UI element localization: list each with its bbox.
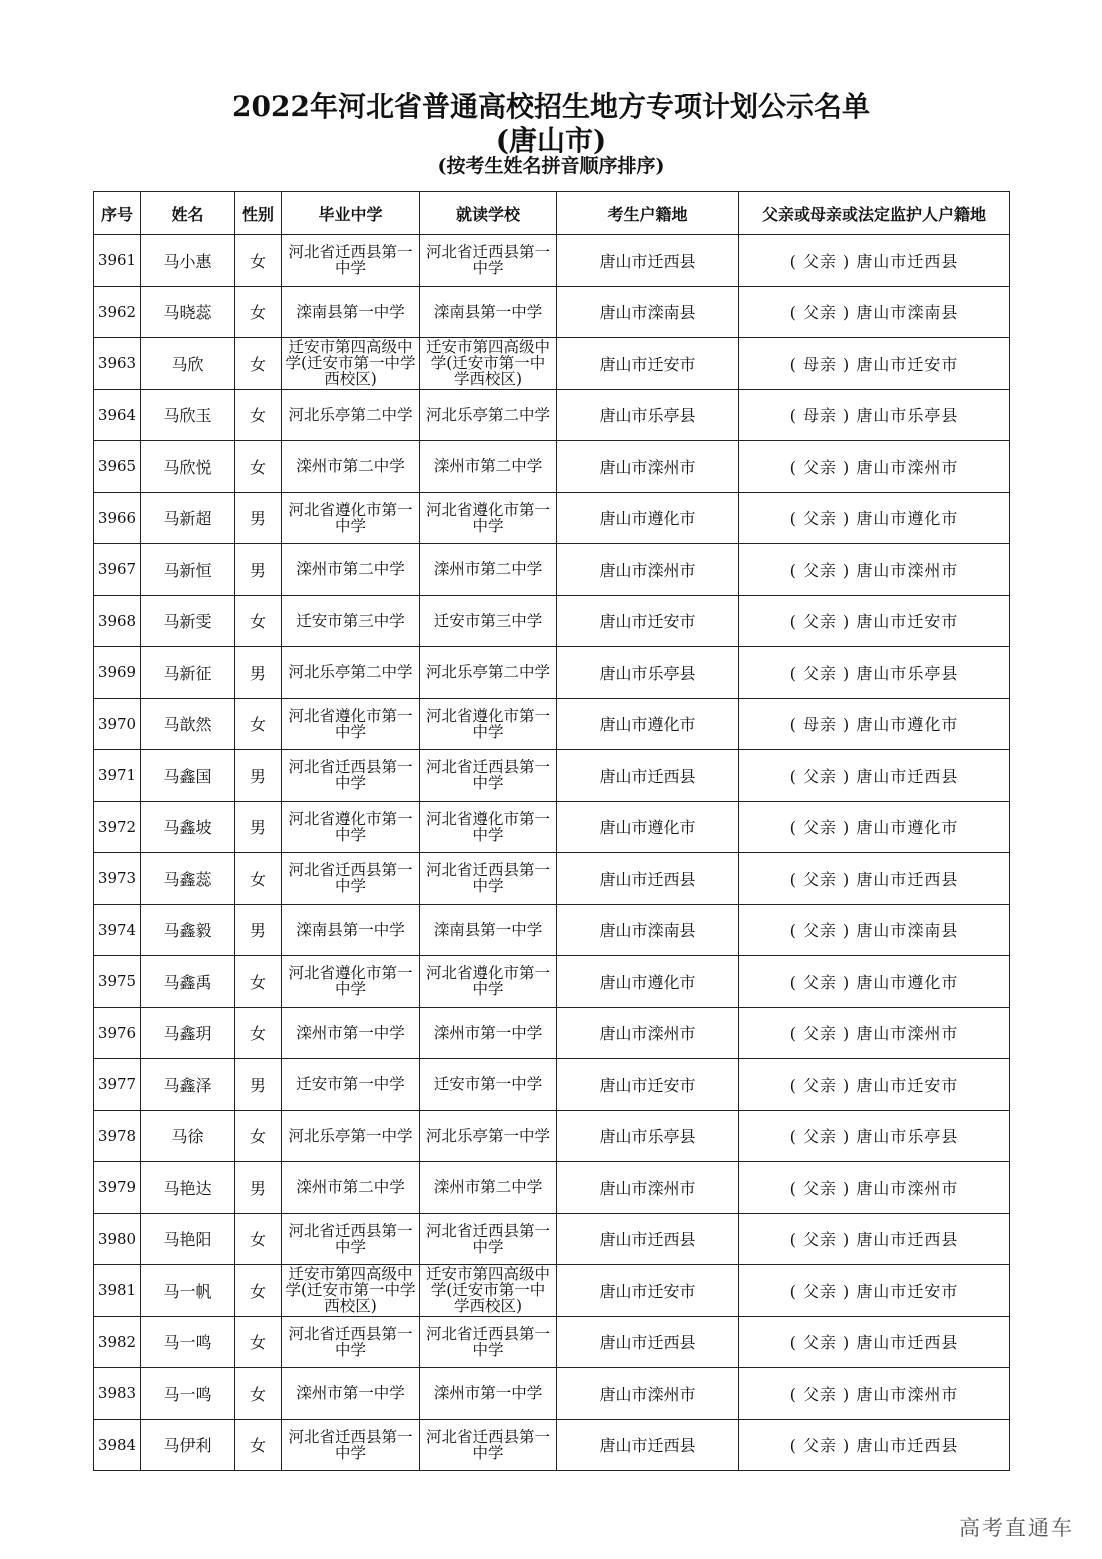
guardian-hukou-cell: ( 父亲 ) 唐山市滦州市 — [739, 1162, 1010, 1214]
name-cell: 马小惠 — [141, 235, 235, 287]
header-seq: 序号 — [94, 192, 141, 235]
gender-cell: 男 — [235, 750, 282, 802]
graduate-school-cell: 滦州市第二中学 — [282, 441, 420, 493]
graduate-school-cell: 滦南县第一中学 — [282, 286, 420, 338]
roster-table — [93, 191, 1010, 1471]
gender-cell: 女 — [235, 1110, 282, 1162]
name-cell: 马鑫蕊 — [141, 853, 235, 905]
name-cell: 马鑫毅 — [141, 904, 235, 956]
current-school-cell: 河北省遵化市第一中学 — [420, 956, 557, 1008]
graduate-school-cell: 河北乐亭第一中学 — [282, 1110, 420, 1162]
student-hukou-cell: 唐山市迁西县 — [557, 1419, 739, 1471]
student-hukou-cell: 唐山市滦南县 — [557, 286, 739, 338]
table-row — [94, 698, 1010, 750]
student-hukou-cell: 唐山市迁安市 — [557, 1059, 739, 1111]
guardian-hukou-cell: ( 父亲 ) 唐山市滦州市 — [739, 441, 1010, 493]
student-hukou-cell: 唐山市乐亭县 — [557, 1110, 739, 1162]
guardian-hukou-cell: ( 父亲 ) 唐山市滦南县 — [739, 286, 1010, 338]
current-school-cell: 迁安市第四高级中学(迁安市第一中学西校区) — [420, 1265, 557, 1317]
gender-cell: 女 — [235, 1368, 282, 1420]
graduate-school-cell: 滦州市第二中学 — [282, 544, 420, 596]
graduate-school-cell: 滦州市第一中学 — [282, 1368, 420, 1420]
guardian-hukou-cell: ( 父亲 ) 唐山市遵化市 — [739, 801, 1010, 853]
student-hukou-cell: 唐山市滦州市 — [557, 441, 739, 493]
gender-cell: 女 — [235, 235, 282, 287]
gender-cell: 女 — [235, 338, 282, 390]
gender-cell: 女 — [235, 1316, 282, 1368]
graduate-school-cell: 滦州市第一中学 — [282, 1007, 420, 1059]
guardian-hukou-cell: ( 父亲 ) 唐山市滦州市 — [739, 544, 1010, 596]
student-hukou-cell: 唐山市遵化市 — [557, 492, 739, 544]
watermark: 高考直通车 — [959, 1516, 1074, 1540]
graduate-school-cell: 河北省迁西县第一中学 — [282, 235, 420, 287]
guardian-hukou-cell: ( 父亲 ) 唐山市迁西县 — [739, 1419, 1010, 1471]
graduate-school-cell: 河北省迁西县第一中学 — [282, 1213, 420, 1265]
name-cell: 马一鸣 — [141, 1368, 235, 1420]
current-school-cell: 河北省迁西县第一中学 — [420, 1316, 557, 1368]
graduate-school-cell: 河北省迁西县第一中学 — [282, 750, 420, 802]
name-cell: 马新雯 — [141, 595, 235, 647]
gender-cell: 女 — [235, 389, 282, 441]
guardian-hukou-cell: ( 母亲 ) 唐山市乐亭县 — [739, 389, 1010, 441]
guardian-hukou-cell: ( 父亲 ) 唐山市乐亭县 — [739, 1110, 1010, 1162]
gender-cell: 女 — [235, 1265, 282, 1317]
current-school-cell: 河北省迁西县第一中学 — [420, 1419, 557, 1471]
guardian-hukou-cell: ( 父亲 ) 唐山市迁安市 — [739, 1059, 1010, 1111]
table-row — [94, 338, 1010, 390]
graduate-school-cell: 河北省迁西县第一中学 — [282, 1316, 420, 1368]
student-hukou-cell: 唐山市滦南县 — [557, 904, 739, 956]
student-hukou-cell: 唐山市滦州市 — [557, 544, 739, 596]
current-school-cell: 河北省遵化市第一中学 — [420, 698, 557, 750]
guardian-hukou-cell: ( 父亲 ) 唐山市滦州市 — [739, 1368, 1010, 1420]
current-school-cell: 迁安市第三中学 — [420, 595, 557, 647]
table-row — [94, 1265, 1010, 1317]
current-school-cell: 迁安市第四高级中学(迁安市第一中学西校区) — [420, 338, 557, 390]
current-school-cell: 迁安市第一中学 — [420, 1059, 557, 1111]
guardian-hukou-cell: ( 父亲 ) 唐山市迁安市 — [739, 595, 1010, 647]
name-cell: 马欣悦 — [141, 441, 235, 493]
graduate-school-cell: 河北乐亭第二中学 — [282, 389, 420, 441]
gender-cell: 女 — [235, 441, 282, 493]
header-graduate-school: 毕业中学 — [282, 192, 420, 235]
graduate-school-cell: 滦南县第一中学 — [282, 904, 420, 956]
guardian-hukou-cell: ( 父亲 ) 唐山市遵化市 — [739, 956, 1010, 1008]
current-school-cell: 滦州市第一中学 — [420, 1368, 557, 1420]
seq-cell: 3974 — [94, 904, 141, 956]
name-cell: 马鑫泽 — [141, 1059, 235, 1111]
seq-cell: 3976 — [94, 1007, 141, 1059]
graduate-school-cell: 河北省遵化市第一中学 — [282, 956, 420, 1008]
table-row — [94, 1368, 1010, 1420]
current-school-cell: 河北乐亭第二中学 — [420, 647, 557, 699]
seq-cell: 3966 — [94, 492, 141, 544]
student-hukou-cell: 唐山市乐亭县 — [557, 389, 739, 441]
header-student-hukou: 考生户籍地 — [557, 192, 739, 235]
graduate-school-cell: 迁安市第四高级中学(迁安市第一中学西校区) — [282, 338, 420, 390]
page-title: 2022年河北省普通高校招生地方专项计划公示名单 — [232, 90, 870, 123]
guardian-hukou-cell: ( 父亲 ) 唐山市遵化市 — [739, 492, 1010, 544]
seq-cell: 3970 — [94, 698, 141, 750]
gender-cell: 男 — [235, 492, 282, 544]
table-row — [94, 853, 1010, 905]
guardian-hukou-cell: ( 父亲 ) 唐山市迁西县 — [739, 853, 1010, 905]
table-row — [94, 956, 1010, 1008]
graduate-school-cell: 河北省遵化市第一中学 — [282, 698, 420, 750]
graduate-school-cell: 河北省遵化市第一中学 — [282, 492, 420, 544]
header-gender: 性别 — [235, 192, 282, 235]
guardian-hukou-cell: ( 父亲 ) 唐山市滦南县 — [739, 904, 1010, 956]
name-cell: 马歆然 — [141, 698, 235, 750]
gender-cell: 女 — [235, 698, 282, 750]
table-row — [94, 1213, 1010, 1265]
student-hukou-cell: 唐山市滦州市 — [557, 1007, 739, 1059]
seq-cell: 3975 — [94, 956, 141, 1008]
table-row — [94, 595, 1010, 647]
seq-cell: 3983 — [94, 1368, 141, 1420]
seq-cell: 3978 — [94, 1110, 141, 1162]
guardian-hukou-cell: ( 父亲 ) 唐山市乐亭县 — [739, 647, 1010, 699]
seq-cell: 3984 — [94, 1419, 141, 1471]
graduate-school-cell: 迁安市第三中学 — [282, 595, 420, 647]
current-school-cell: 河北乐亭第二中学 — [420, 389, 557, 441]
seq-cell: 3981 — [94, 1265, 141, 1317]
name-cell: 马一鸣 — [141, 1316, 235, 1368]
table-row — [94, 389, 1010, 441]
name-cell: 马欣 — [141, 338, 235, 390]
gender-cell: 男 — [235, 801, 282, 853]
guardian-hukou-cell: ( 父亲 ) 唐山市迁西县 — [739, 750, 1010, 802]
gender-cell: 男 — [235, 904, 282, 956]
table-row — [94, 750, 1010, 802]
seq-cell: 3982 — [94, 1316, 141, 1368]
gender-cell: 女 — [235, 1007, 282, 1059]
graduate-school-cell: 迁安市第一中学 — [282, 1059, 420, 1111]
gender-cell: 男 — [235, 1162, 282, 1214]
name-cell: 马欣玉 — [141, 389, 235, 441]
seq-cell: 3967 — [94, 544, 141, 596]
name-cell: 马晓蕊 — [141, 286, 235, 338]
table-row — [94, 544, 1010, 596]
student-hukou-cell: 唐山市迁西县 — [557, 1316, 739, 1368]
current-school-cell: 滦州市第二中学 — [420, 1162, 557, 1214]
current-school-cell: 滦南县第一中学 — [420, 904, 557, 956]
student-hukou-cell: 唐山市滦州市 — [557, 1368, 739, 1420]
gender-cell: 女 — [235, 595, 282, 647]
student-hukou-cell: 唐山市遵化市 — [557, 956, 739, 1008]
seq-cell: 3965 — [94, 441, 141, 493]
seq-cell: 3964 — [94, 389, 141, 441]
student-hukou-cell: 唐山市迁西县 — [557, 853, 739, 905]
name-cell: 马徐 — [141, 1110, 235, 1162]
table-row — [94, 492, 1010, 544]
table-row — [94, 441, 1010, 493]
student-hukou-cell: 唐山市遵化市 — [557, 698, 739, 750]
name-cell: 马鑫坡 — [141, 801, 235, 853]
table-row — [94, 1110, 1010, 1162]
name-cell: 马鑫禹 — [141, 956, 235, 1008]
current-school-cell: 河北省遵化市第一中学 — [420, 801, 557, 853]
seq-cell: 3977 — [94, 1059, 141, 1111]
gender-cell: 女 — [235, 1419, 282, 1471]
seq-cell: 3973 — [94, 853, 141, 905]
name-cell: 马新恒 — [141, 544, 235, 596]
table-row — [94, 286, 1010, 338]
seq-cell: 3968 — [94, 595, 141, 647]
current-school-cell: 滦南县第一中学 — [420, 286, 557, 338]
student-hukou-cell: 唐山市迁西县 — [557, 1213, 739, 1265]
table-row — [94, 904, 1010, 956]
current-school-cell: 河北省迁西县第一中学 — [420, 750, 557, 802]
current-school-cell: 河北乐亭第一中学 — [420, 1110, 557, 1162]
name-cell: 马伊利 — [141, 1419, 235, 1471]
graduate-school-cell: 河北乐亭第二中学 — [282, 647, 420, 699]
current-school-cell: 滦州市第一中学 — [420, 1007, 557, 1059]
student-hukou-cell: 唐山市迁安市 — [557, 595, 739, 647]
student-hukou-cell: 唐山市滦州市 — [557, 1162, 739, 1214]
sort-note: (按考生姓名拼音顺序排序) — [437, 155, 665, 177]
student-hukou-cell: 唐山市迁安市 — [557, 338, 739, 390]
graduate-school-cell: 河北省迁西县第一中学 — [282, 853, 420, 905]
current-school-cell: 滦州市第二中学 — [420, 441, 557, 493]
name-cell: 马鑫玥 — [141, 1007, 235, 1059]
table-row — [94, 235, 1010, 287]
seq-cell: 3961 — [94, 235, 141, 287]
guardian-hukou-cell: ( 父亲 ) 唐山市迁安市 — [739, 1265, 1010, 1317]
header-name: 姓名 — [141, 192, 235, 235]
table-row — [94, 801, 1010, 853]
guardian-hukou-cell: ( 父亲 ) 唐山市迁西县 — [739, 1213, 1010, 1265]
name-cell: 马新超 — [141, 492, 235, 544]
student-hukou-cell: 唐山市遵化市 — [557, 801, 739, 853]
guardian-hukou-cell: ( 父亲 ) 唐山市滦州市 — [739, 1007, 1010, 1059]
table-row — [94, 1316, 1010, 1368]
graduate-school-cell: 迁安市第四高级中学(迁安市第一中学西校区) — [282, 1265, 420, 1317]
graduate-school-cell: 河北省遵化市第一中学 — [282, 801, 420, 853]
graduate-school-cell: 河北省迁西县第一中学 — [282, 1419, 420, 1471]
gender-cell: 男 — [235, 1059, 282, 1111]
gender-cell: 女 — [235, 956, 282, 1008]
gender-cell: 女 — [235, 853, 282, 905]
gender-cell: 女 — [235, 286, 282, 338]
name-cell: 马艳达 — [141, 1162, 235, 1214]
student-hukou-cell: 唐山市迁西县 — [557, 750, 739, 802]
student-hukou-cell: 唐山市迁西县 — [557, 235, 739, 287]
seq-cell: 3971 — [94, 750, 141, 802]
student-hukou-cell: 唐山市迁安市 — [557, 1265, 739, 1317]
table-row — [94, 1059, 1010, 1111]
gender-cell: 男 — [235, 544, 282, 596]
graduate-school-cell: 滦州市第二中学 — [282, 1162, 420, 1214]
guardian-hukou-cell: ( 父亲 ) 唐山市迁西县 — [739, 235, 1010, 287]
name-cell: 马新征 — [141, 647, 235, 699]
header-current-school: 就读学校 — [420, 192, 557, 235]
table-row — [94, 1419, 1010, 1471]
city-subtitle: (唐山市) — [495, 124, 607, 157]
table-row — [94, 647, 1010, 699]
name-cell: 马鑫国 — [141, 750, 235, 802]
table-header-row — [94, 192, 1010, 235]
student-hukou-cell: 唐山市乐亭县 — [557, 647, 739, 699]
seq-cell: 3963 — [94, 338, 141, 390]
gender-cell: 男 — [235, 647, 282, 699]
seq-cell: 3972 — [94, 801, 141, 853]
seq-cell: 3962 — [94, 286, 141, 338]
table-body — [94, 235, 1010, 1471]
current-school-cell: 河北省迁西县第一中学 — [420, 853, 557, 905]
current-school-cell: 滦州市第二中学 — [420, 544, 557, 596]
seq-cell: 3969 — [94, 647, 141, 699]
name-cell: 马一帆 — [141, 1265, 235, 1317]
name-cell: 马艳阳 — [141, 1213, 235, 1265]
seq-cell: 3979 — [94, 1162, 141, 1214]
gender-cell: 女 — [235, 1213, 282, 1265]
current-school-cell: 河北省迁西县第一中学 — [420, 1213, 557, 1265]
current-school-cell: 河北省迁西县第一中学 — [420, 235, 557, 287]
guardian-hukou-cell: ( 母亲 ) 唐山市遵化市 — [739, 698, 1010, 750]
table-row — [94, 1007, 1010, 1059]
header-guardian-hukou: 父亲或母亲或法定监护人户籍地 — [739, 192, 1010, 235]
table-row — [94, 1162, 1010, 1214]
seq-cell: 3980 — [94, 1213, 141, 1265]
guardian-hukou-cell: ( 父亲 ) 唐山市迁西县 — [739, 1316, 1010, 1368]
guardian-hukou-cell: ( 母亲 ) 唐山市迁安市 — [739, 338, 1010, 390]
current-school-cell: 河北省遵化市第一中学 — [420, 492, 557, 544]
